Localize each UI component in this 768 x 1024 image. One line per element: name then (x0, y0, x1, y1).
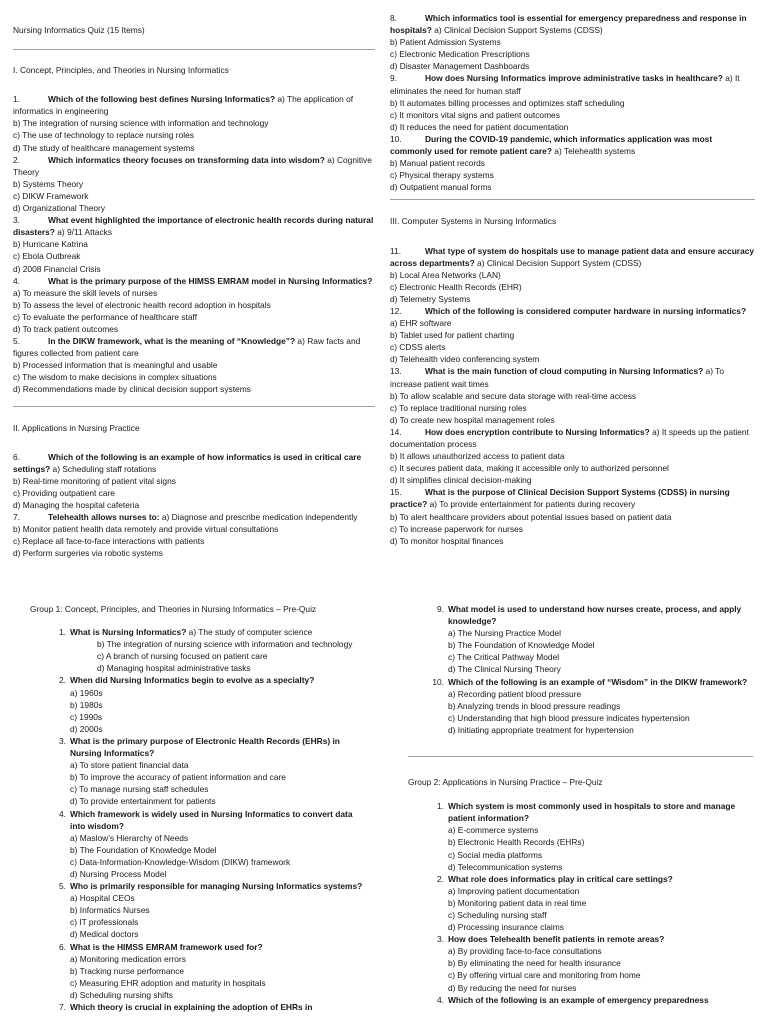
answer-option: b) Manual patient records (390, 158, 485, 169)
answer-option: d) Recommendations made by clinical decision support systems (13, 384, 251, 395)
quiz-question (390, 133, 755, 193)
question-line (13, 451, 375, 475)
question-number: 5. (13, 336, 20, 347)
question-line (70, 808, 370, 832)
quiz-question (390, 426, 755, 486)
question-text: What is the main function of cloud computing in Nursing Informatics? (425, 366, 704, 377)
answer-option: c) Ebola Outbreak (13, 251, 81, 262)
question-number: 4. (13, 275, 20, 286)
quiz-question (390, 365, 755, 425)
question-number: 9. (437, 604, 444, 614)
list-item (30, 1001, 370, 1013)
question-number: 11. (390, 245, 402, 256)
quiz-question (390, 72, 755, 132)
list-item (408, 800, 753, 873)
answer-option: c) Social media platforms (448, 849, 543, 860)
divider (13, 49, 375, 50)
answer-option: d) Managing hospital administrative tasks (97, 663, 251, 674)
question-text: Which framework is widely used in Nursing Informatics to convert data into wisdom? (70, 808, 353, 831)
question-list (30, 626, 370, 1013)
question-number: 1. (13, 94, 20, 105)
question-text: Which informatics theory focuses on transforming data into wisdom? (48, 154, 325, 165)
answer-option: b) 1980s (70, 699, 103, 710)
answer-option: b) To allow scalable and secure data storage with real-time access (390, 390, 637, 401)
question-text: How does Nursing Informatics improve administrative tasks in healthcare? (425, 73, 723, 84)
answer-option: c) 1990s (70, 711, 103, 722)
answer-option: c) Electronic Medication Prescriptions (390, 49, 530, 60)
answer-option: a) Maslow’s Hierarchy of Needs (70, 832, 189, 843)
question-number: 10. (390, 133, 402, 144)
answer-option: b) Monitoring patient data in real time (448, 897, 587, 908)
question-body (448, 676, 753, 736)
question-number: 1. (59, 627, 66, 638)
answer-option: d) It simplifies clinical decision-making (390, 475, 532, 486)
top-left-column (13, 12, 375, 568)
answer-option: d) The Clinical Nursing Theory (448, 664, 561, 675)
answer-option: c) DIKW Framework (13, 190, 89, 201)
answer-option: b) It allows unauthorized access to patient data (390, 451, 565, 462)
question-line (390, 133, 755, 157)
answer-option: d) It reduces the need for patient documentation (390, 121, 569, 132)
answer-option: b) Processed information that is meaningful and usable (13, 360, 218, 371)
list-item (30, 880, 370, 940)
answer-option: a) Monitoring medication errors (70, 953, 186, 964)
question-line (390, 365, 755, 389)
answer-option: d) Organizational Theory (13, 203, 106, 214)
question-list (408, 800, 753, 1006)
divider (13, 406, 375, 407)
quiz-question (13, 451, 375, 511)
answer-option: d) To create new hospital management roles (390, 414, 555, 425)
question-text: What event highlighted the importance of electronic health records during natural disasters? (13, 215, 374, 238)
divider (390, 199, 755, 200)
question-line (448, 676, 753, 688)
answer-option: d) Processing insurance claims (448, 922, 564, 933)
quiz-question (390, 305, 755, 365)
question-body (448, 603, 753, 676)
answer-option: a) Cognitive Theory (13, 154, 372, 177)
question-line (70, 880, 370, 892)
question-number: 4. (59, 808, 66, 819)
answer-option: d) Outpatient manual forms (390, 182, 492, 193)
question-number: 8. (390, 13, 397, 23)
question-line (13, 214, 375, 238)
answer-option: c) CDSS alerts (390, 342, 446, 353)
question-list (390, 12, 755, 193)
question-body (70, 808, 370, 881)
question-number: 2. (59, 675, 66, 686)
question-line (448, 603, 753, 627)
quiz-question (13, 275, 375, 335)
answer-option: d) Medical doctors (70, 929, 139, 940)
question-number: 5. (59, 881, 66, 892)
answer-option: b) Systems Theory (13, 178, 84, 189)
list-item (408, 603, 753, 676)
question-number: 13. (390, 366, 402, 377)
answer-option: b) To alert healthcare providers about potential issues based on patient data (390, 511, 672, 522)
answer-option: a) To measure the skill levels of nurses (13, 287, 158, 298)
question-line (70, 674, 370, 686)
answer-option: b) Tablet used for patient charting (390, 330, 515, 341)
question-body (70, 674, 370, 734)
answer-option: a) 9/11 Attacks (54, 227, 113, 238)
answer-option: a) Telehealth systems (551, 146, 636, 157)
quiz-question (13, 335, 375, 395)
question-line (13, 154, 375, 178)
answer-option: d) To provide entertainment for patients (70, 796, 216, 807)
group1-title: Group 1: Concept, Principles, and Theories in Nursing Informatics – Pre-Quiz (30, 604, 317, 614)
question-number: 7. (59, 1002, 66, 1012)
question-body (448, 800, 753, 873)
group1-column (30, 603, 370, 1024)
group2-column (408, 603, 753, 1024)
section-heading: I. Concept, Principles, and Theories in Nursing Informatics (13, 65, 229, 76)
question-number: 15. (390, 487, 402, 498)
answer-option: c) To replace traditional nursing roles (390, 402, 527, 413)
answer-option: d) The study of healthcare management systems (13, 142, 195, 153)
question-line (448, 800, 753, 824)
document-title: Nursing Informatics Quiz (15 Items) (13, 25, 145, 35)
question-line (448, 933, 753, 945)
question-line (448, 873, 753, 885)
question-list (390, 245, 755, 547)
list-item (30, 735, 370, 808)
answer-option: a) Recording patient blood pressure (448, 688, 582, 699)
question-line (390, 72, 755, 96)
answer-option: b) Monitor patient health data remotely and provide virtual consultations (13, 524, 279, 535)
answer-option: a) To provide entertainment for patients during recovery (427, 499, 636, 510)
list-item (30, 941, 370, 1001)
question-line (13, 511, 375, 523)
question-text: Which of the following is considered computer hardware in nursing informatics? (425, 305, 747, 316)
question-number: 3. (59, 735, 66, 746)
question-number: 12. (390, 305, 402, 316)
answer-option: d) Nursing Process Model (70, 868, 167, 879)
answer-option: d) Managing the hospital cafeteria (13, 500, 140, 510)
question-list (13, 93, 375, 395)
question-line (390, 12, 755, 36)
answer-option: a) To increase patient wait times (390, 366, 725, 389)
question-text: Which of the following is an example of “Wisdom” in the DIKW framework? (448, 676, 748, 687)
answer-option: d) Telecommunication systems (448, 861, 563, 872)
list-item (30, 626, 370, 674)
question-text: What type of system do hospitals use to manage patient data and ensure accuracy across departments? (390, 245, 755, 268)
question-text: Which system is most commonly used in hospitals to store and manage patient information? (448, 801, 736, 824)
answer-option: c) A branch of nursing focused on patient care (97, 651, 268, 662)
question-text: Which of the following is an example of emergency preparedness (448, 994, 709, 1005)
answer-option: b) Hurricane Katrina (13, 239, 88, 250)
question-text: What is the primary purpose of the HIMSS EMRAM model in Nursing Informatics? (48, 275, 373, 286)
answer-option: c) Providing outpatient care (13, 487, 115, 498)
answer-option: b) The Foundation of Knowledge Model (448, 640, 595, 651)
answer-option: d) Telehealth video conferencing system (390, 354, 540, 365)
question-line (13, 93, 375, 117)
question-line (70, 735, 370, 759)
answer-option: b) To improve the accuracy of patient information and care (70, 772, 286, 783)
answer-option: c) To manage nursing staff schedules (70, 784, 209, 795)
answer-option: b) Tracking nurse performance (70, 965, 185, 976)
answer-option: c) Physical therapy systems (390, 170, 494, 181)
answer-option: a) To store patient financial data (70, 760, 189, 771)
answer-option: d) Perform surgeries via robotic systems (13, 548, 163, 559)
question-text: What role does informatics play in critical care settings? (448, 873, 673, 884)
top-right-column (390, 12, 755, 568)
answer-option: a) It speeds up the patient documentation process (390, 426, 749, 449)
question-text: Telehealth allows nurses to: (48, 512, 160, 523)
answer-option: c) Understanding that high blood pressure indicates hypertension (448, 712, 690, 723)
question-number: 1. (437, 801, 444, 812)
question-list (408, 603, 753, 736)
answer-option: a) Diagnose and prescribe medication independently (159, 512, 358, 523)
question-number: 6. (13, 451, 20, 462)
answer-option: c) To evaluate the performance of healthcare staff (13, 311, 198, 322)
answer-option: c) It secures patient data, making it accessible only to authorized personnel (390, 463, 669, 474)
list-item (408, 933, 753, 993)
quiz-question (390, 12, 755, 72)
question-text: Which informatics tool is essential for emergency preparedness and response in hospitals? (390, 13, 747, 36)
divider (408, 756, 753, 757)
question-number: 4. (437, 994, 444, 1005)
answer-option: b) Patient Admission Systems (390, 37, 501, 48)
question-body (70, 626, 370, 674)
answer-option: b) It automates billing processes and optimizes staff scheduling (390, 97, 625, 108)
question-body (448, 994, 753, 1006)
question-number: 3. (13, 215, 20, 226)
answer-option: b) To assess the level of electronic health record adoption in hospitals (13, 299, 271, 310)
question-list (13, 451, 375, 560)
answer-option: c) The Critical Pathway Model (448, 652, 560, 663)
quiz-question (390, 245, 755, 305)
answer-option: d) To monitor hospital finances (390, 535, 504, 546)
answer-option: b) By eliminating the need for health insurance (448, 958, 621, 969)
question-body (448, 873, 753, 933)
question-line (448, 994, 753, 1006)
question-line (390, 426, 755, 450)
question-text: During the COVID-19 pandemic, which informatics application was most commonly used for remote patient care? (390, 133, 713, 157)
answer-option: b) Electronic Health Records (EHRs) (448, 837, 585, 848)
question-text: When did Nursing Informatics begin to evolve as a specialty? (70, 675, 315, 686)
answer-option: b) The Foundation of Knowledge Model (70, 844, 217, 855)
answer-option: a) Improving patient documentation (448, 885, 580, 896)
question-text: What is the purpose of Clinical Decision Support Systems (CDSS) in nursing practice? (390, 487, 730, 510)
answer-option: a) The study of computer science (186, 627, 313, 638)
answer-option: b) Real-time monitoring of patient vital signs (13, 475, 176, 486)
answer-option: a) E-commerce systems (448, 825, 539, 836)
answer-option: d) 2000s (70, 723, 103, 734)
answer-option: d) Scheduling nursing shifts (70, 989, 173, 1000)
answer-option: a) Hospital CEOs (70, 893, 135, 904)
answer-option: a) The Nursing Practice Model (448, 628, 561, 639)
question-text: Which of the following best defines Nursing Informatics? (48, 94, 276, 105)
answer-option: d) Initiating appropriate treatment for hypertension (448, 724, 634, 735)
answer-option: a) Scheduling staff rotations (50, 463, 157, 474)
answer-option: a) It eliminates the need for human staff (390, 73, 740, 96)
quiz-question (13, 511, 375, 559)
question-number: 9. (390, 73, 397, 84)
question-line (13, 275, 375, 299)
answer-option: b) Analyzing trends in blood pressure readings (448, 700, 621, 711)
question-number: 7. (13, 512, 20, 523)
question-body (70, 880, 370, 940)
answer-option: c) Data-Information-Knowledge-Wisdom (DIKW) framework (70, 856, 291, 867)
question-body (70, 735, 370, 808)
answer-option: c) The wisdom to make decisions in complex situations (13, 372, 217, 383)
question-body (70, 1001, 370, 1013)
answer-option: d) 2008 Financial Crisis (13, 263, 101, 274)
answer-option: d) Telemetry Systems (390, 293, 471, 304)
question-number: 10. (432, 676, 444, 687)
answer-option: a) By providing face-to-face consultations (448, 946, 602, 957)
question-line (390, 486, 755, 510)
question-number: 6. (59, 941, 66, 952)
answer-option: c) IT professionals (70, 917, 139, 928)
question-number: 3. (437, 934, 444, 945)
question-line (70, 941, 370, 953)
question-number: 2. (13, 154, 20, 165)
answer-option: c) The use of technology to replace nursing roles (13, 130, 194, 141)
question-text: What is the HIMSS EMRAM framework used for? (70, 941, 263, 952)
question-line (70, 1001, 370, 1013)
question-text: What is the primary purpose of Electronic Health Records (EHRs) in Nursing Informatics? (70, 735, 340, 759)
answer-option: d) Disaster Management Dashboards (390, 61, 530, 72)
section-heading: III. Computer Systems in Nursing Informatics (390, 216, 557, 227)
answer-option: c) It monitors vital signs and patient outcomes (390, 109, 560, 120)
answer-option: c) Measuring EHR adoption and maturity in hospitals (70, 977, 266, 988)
answer-option: b) Local Area Networks (LAN) (390, 269, 501, 280)
answer-option: a) Clinical Decision Support System (CDSS) (474, 257, 642, 268)
question-text: How does encryption contribute to Nursing Informatics? (425, 426, 650, 437)
answer-option: b) The integration of nursing science with information and technology (97, 639, 353, 650)
list-item (408, 873, 753, 933)
list-item (408, 994, 753, 1006)
question-line (390, 305, 755, 329)
question-text: What model is used to understand how nurses create, process, and apply knowledge? (448, 604, 742, 627)
question-text: In the DIKW framework, what is the meaning of “Knowledge”? (48, 336, 296, 347)
answer-option: b) The integration of nursing science with information and technology (13, 118, 269, 129)
question-text: Which theory is crucial in explaining the adoption of EHRs in (70, 1002, 313, 1012)
answer-option: d) By reducing the need for nurses (448, 982, 577, 993)
answer-option: a) EHR software (390, 318, 452, 329)
question-body (448, 933, 753, 993)
group2-title: Group 2: Applications in Nursing Practice – Pre-Quiz (408, 777, 603, 788)
answer-option: c) Electronic Health Records (EHR) (390, 281, 522, 292)
question-body (70, 941, 370, 1001)
answer-option: a) 1960s (70, 687, 103, 698)
answer-option: b) Informatics Nurses (70, 905, 150, 916)
question-line (13, 335, 375, 359)
question-number: 14. (390, 426, 402, 437)
answer-option: a) Clinical Decision Support Systems (CDSS) (431, 25, 603, 36)
list-item (30, 808, 370, 881)
question-line (390, 245, 755, 269)
quiz-question (13, 93, 375, 153)
list-item (30, 674, 370, 734)
question-text: How does Telehealth benefit patients in remote areas? (448, 934, 665, 945)
answer-option: c) Scheduling nursing staff (448, 909, 547, 920)
quiz-question (13, 214, 375, 274)
quiz-question (390, 486, 755, 546)
question-line (70, 626, 370, 638)
section-heading: II. Applications in Nursing Practice (13, 422, 140, 433)
question-text: What is Nursing Informatics? (70, 627, 187, 638)
answer-option: d) To track patient outcomes (13, 323, 119, 334)
answer-option: c) Replace all face-to-face interactions with patients (13, 536, 205, 547)
question-text: Which of the following is an example of how informatics is used in critical care settings? (13, 451, 362, 474)
question-number: 2. (437, 873, 444, 884)
answer-option: c) To increase paperwork for nurses (390, 523, 523, 534)
list-item (408, 676, 753, 736)
answer-option: a) The application of informatics in engineering (13, 94, 354, 117)
answer-option: a) Raw facts and figures collected from patient care (13, 336, 361, 359)
question-text: Who is primarily responsible for managing Nursing Informatics systems? (70, 881, 363, 892)
answer-option: c) By offering virtual care and monitoring from home (448, 970, 641, 981)
quiz-question (13, 154, 375, 214)
